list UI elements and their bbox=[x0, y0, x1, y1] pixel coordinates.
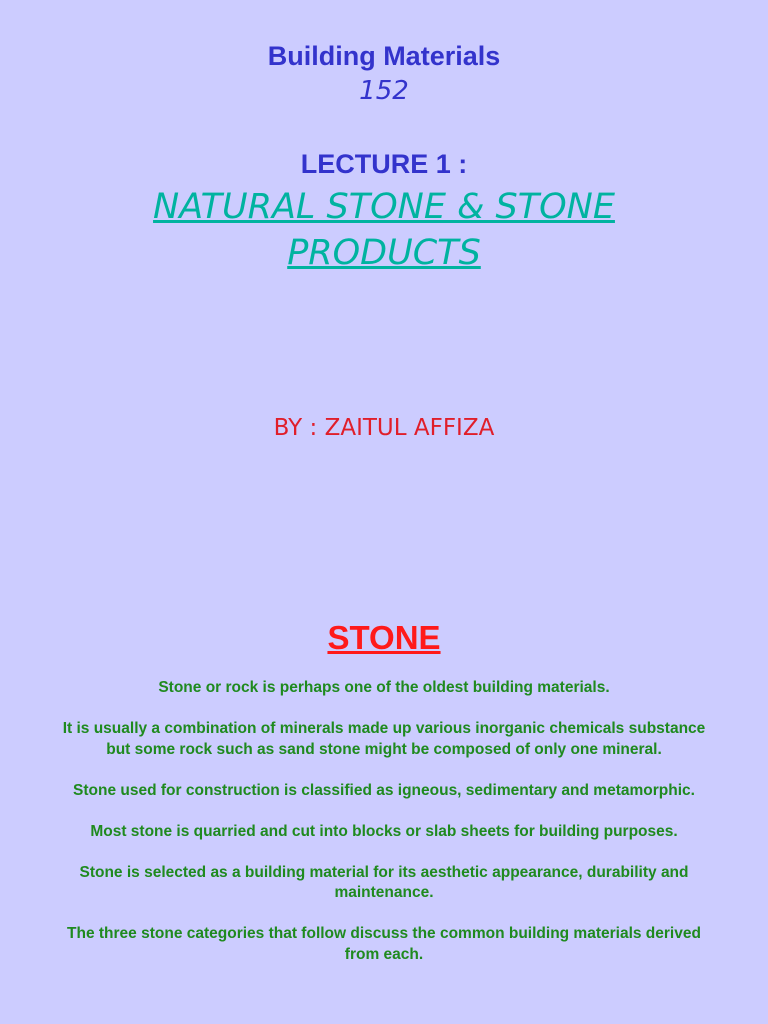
paragraph: Stone used for construction is classified as igneous, sedimentary and metamorphic. bbox=[73, 781, 695, 799]
paragraph: The three stone categories that follow discuss the common building materials derived from each. bbox=[67, 925, 701, 963]
paragraph: It is usually a combination of minerals made up various inorganic chemicals substance but some rock such as sand stone might be composed of only one mineral. bbox=[62, 720, 706, 758]
section-body bbox=[60, 678, 708, 986]
paragraph: Stone or rock is perhaps one of the oldest building materials. bbox=[158, 679, 610, 696]
author-line: BY : ZAITUL AFFIZA bbox=[273, 415, 495, 441]
lecture-title bbox=[0, 184, 768, 276]
course-code: 152 bbox=[359, 76, 409, 106]
section-heading: STONE bbox=[327, 619, 441, 656]
paragraph: Stone is selected as a building material for its aesthetic appearance, durability and maintenance. bbox=[79, 863, 689, 901]
lecture-title-line-1: NATURAL STONE & STONE bbox=[153, 187, 615, 227]
lecture-title-line-2: PRODUCTS bbox=[287, 233, 481, 273]
lecture-label: LECTURE 1 : bbox=[300, 149, 468, 179]
paragraph: Most stone is quarried and cut into blocks or slab sheets for building purposes. bbox=[90, 822, 678, 840]
course-title: Building Materials bbox=[267, 41, 501, 71]
